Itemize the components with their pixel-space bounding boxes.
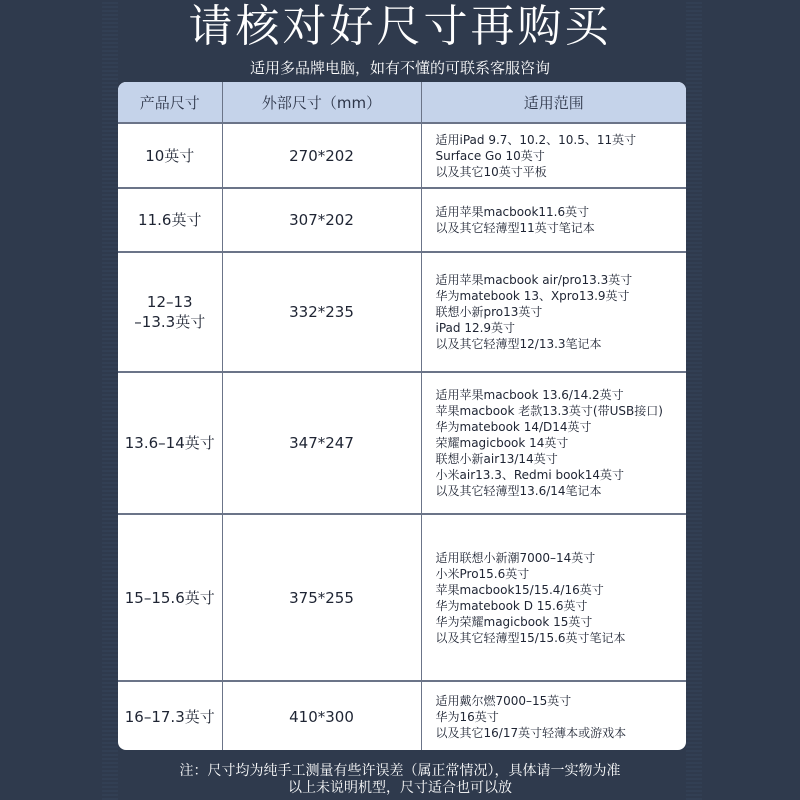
compatible-range-cell — [421, 188, 686, 252]
compatible-item: 苹果macbook 老款13.3英寸(带USB接口) — [435, 404, 663, 418]
compatible-item: 联想小新pro13英寸 — [435, 305, 543, 319]
table-row — [118, 123, 686, 188]
product-size-text: 12–13 — [146, 293, 193, 311]
decorative-band-right — [686, 0, 702, 800]
footnote-line-2: 以上未说明机型，尺寸适合也可以放 — [288, 780, 512, 796]
compatible-item: 以及其它轻薄型15/15.6英寸笔记本 — [435, 630, 626, 645]
table-header-row — [118, 82, 686, 123]
compatible-range-cell — [421, 372, 686, 514]
product-size-cell — [118, 681, 222, 750]
compatible-item: 华为16英寸 — [435, 709, 499, 724]
compatible-item: 以及其它轻薄型13.6/14笔记本 — [435, 484, 602, 498]
compatible-item: 适用苹果macbook11.6英寸 — [435, 205, 590, 219]
compatible-item: 华为matebook 13、Xpro13.9英寸 — [435, 289, 630, 303]
product-size-cell — [118, 123, 222, 188]
size-table — [118, 82, 686, 750]
product-size-text: 16–17.3英寸 — [124, 707, 215, 726]
compatible-range-cell — [421, 514, 686, 681]
compatible-item: 荣耀magicbook 14英寸 — [435, 436, 569, 450]
compatible-item: 适用戴尔燃7000–15英寸 — [435, 693, 572, 708]
compatible-item: 小米Pro15.6英寸 — [435, 566, 530, 581]
column-header-outer-dimensions: 外部尺寸（mm） — [222, 82, 421, 123]
compatible-item: 华为matebook D 15.6英寸 — [435, 598, 588, 613]
compatible-item: 联想小新air13/14英寸 — [435, 452, 558, 466]
compatible-item: 以及其它轻薄型11英寸笔记本 — [435, 221, 595, 235]
footnote-line-1: 注：尺寸均为纯手工测量有些许误差（属正常情况），具体请一实物为准 — [179, 763, 621, 779]
compatible-range-cell — [421, 252, 686, 372]
compatible-range-cell — [421, 123, 686, 188]
compatible-item: 适用苹果macbook 13.6/14.2英寸 — [435, 388, 624, 402]
compatible-item: 华为matebook 14/D14英寸 — [435, 420, 592, 434]
product-size-text: 10英寸 — [145, 146, 195, 165]
product-size-text: 13.6–14英寸 — [124, 434, 215, 452]
size-table-container — [118, 82, 686, 750]
product-size-text: 15–15.6英寸 — [124, 588, 215, 607]
dimensions-cell: 332*235 — [222, 252, 421, 372]
table-row — [118, 681, 686, 750]
table-row — [118, 514, 686, 681]
compatible-item: 适用iPad 9.7、10.2、10.5、11英寸 — [435, 132, 637, 147]
dimensions-cell: 307*202 — [222, 188, 421, 252]
column-header-product-size: 产品尺寸 — [118, 82, 222, 123]
product-size-cell — [118, 188, 222, 252]
product-size-text: 11.6英寸 — [138, 211, 202, 229]
dimensions-cell: 410*300 — [222, 681, 421, 750]
decorative-band-left — [102, 0, 118, 800]
compatible-item: iPad 12.9英寸 — [435, 321, 516, 335]
compatible-item: Surface Go 10英寸 — [435, 148, 545, 163]
compatible-item: 以及其它轻薄型12/13.3笔记本 — [435, 337, 602, 351]
compatible-item: 小米air13.3、Redmi book14英寸 — [435, 468, 624, 482]
compatible-item: 适用联想小新潮7000–14英寸 — [435, 550, 596, 565]
product-size-cell — [118, 514, 222, 681]
compatible-item: 适用苹果macbook air/pro13.3英寸 — [435, 273, 633, 287]
table-row — [118, 372, 686, 514]
dimensions-cell: 270*202 — [222, 123, 421, 188]
compatible-item: 以及其它16/17英寸轻薄本或游戏本 — [435, 725, 627, 740]
product-size-text: –13.3英寸 — [134, 313, 206, 331]
table-row — [118, 252, 686, 372]
product-size-cell — [118, 252, 222, 372]
footnote — [0, 763, 800, 797]
table-row — [118, 188, 686, 252]
compatible-item: 苹果macbook15/15.4/16英寸 — [435, 582, 604, 597]
dimensions-cell: 347*247 — [222, 372, 421, 514]
page-title: 请核对好尺寸再购买 — [188, 1, 612, 52]
compatible-item: 以及其它10英寸平板 — [435, 164, 547, 179]
compatible-item: 华为荣耀magicbook 15英寸 — [435, 614, 593, 629]
compatible-range-cell — [421, 681, 686, 750]
product-size-cell — [118, 372, 222, 514]
page-subtitle: 适用多品牌电脑，如有不懂的可联系客服咨询 — [249, 59, 550, 77]
column-header-compatible-range: 适用范围 — [421, 82, 686, 123]
dimensions-cell: 375*255 — [222, 514, 421, 681]
